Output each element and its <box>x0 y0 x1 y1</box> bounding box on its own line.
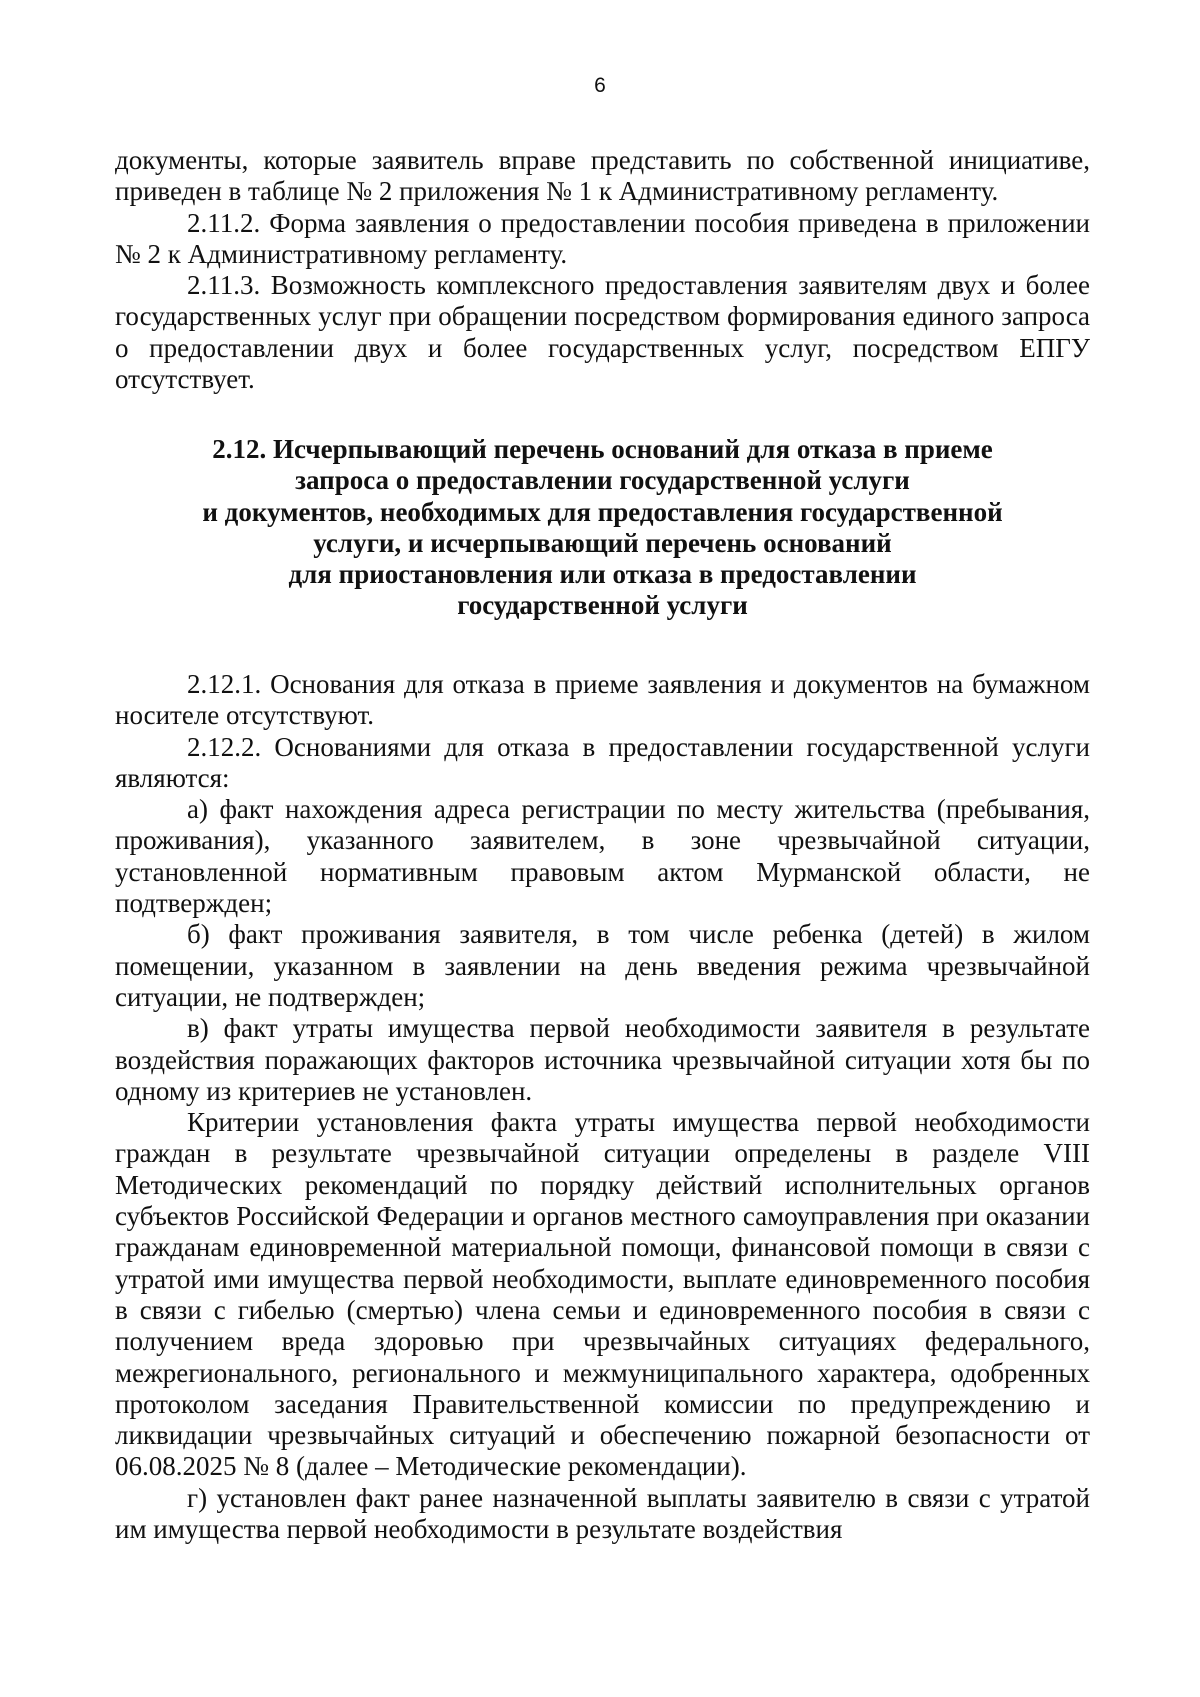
top-text-block <box>115 145 1090 395</box>
paragraph-2-12-1: 2.12.1. Основания для отказа в приеме заявления и документов на бумажном носителе отсутствуют. <box>115 669 1090 731</box>
heading-line: государственной услуги <box>457 590 748 621</box>
main-text-block <box>115 669 1090 1545</box>
paragraph-criteria: Критерии установления факта утраты имущества первой необходимости граждан в результате чрезвычайной ситуации определены в разделе VIII Методических рекомендаций по порядку действий исполнительных органов субъектов Российской Федерации и органов местного самоуправления при оказании гражданам единовременной материальной помощи, финансовой помощи в связи с утратой ими имущества первой необходимости, выплате единовременного пособия в связи с гибелью (смертью) члена семьи и единовременного пособия в связи с получением вреда здоровью при чрезвычайных ситуациях федерального, межрегионального, регионального и межмуниципального характера, одобренных протоколом заседания Правительственной комиссии по предупреждению и ликвидации чрезвычайных ситуаций и обеспечению пожарной безопасности от 06.08.2025 № 8 (далее – Методические рекомендации). <box>115 1107 1090 1482</box>
heading-line: запроса о предоставлении государственной услуги <box>295 465 910 496</box>
paragraph-2-11-2: 2.11.2. Форма заявления о предоставлении пособия приведена в приложении № 2 к Административному регламенту. <box>115 207 1090 269</box>
heading-line: и документов, необходимых для предоставления государственной <box>202 496 1003 527</box>
paragraph-2-12-2: 2.12.2. Основаниями для отказа в предоставлении государственной услуги являются: <box>115 731 1090 793</box>
heading-line: услуги, и исчерпывающий перечень оснований <box>313 527 892 558</box>
list-item-b: б) факт проживания заявителя, в том числе ребенка (детей) в жилом помещении, указанном в заявлении на день введения режима чрезвычайной ситуации, не подтвержден; <box>115 919 1090 1012</box>
paragraph-2-11-3: 2.11.3. Возможность комплексного предоставления заявителям двух и более государственных услуг при обращении посредством формирования единого запроса о предоставлении двух и более государственных услуг, посредством ЕПГУ отсутствует. <box>115 270 1090 395</box>
heading-line: 2.12. Исчерпывающий перечень оснований для отказа в приеме <box>212 434 993 464</box>
section-heading-2-12 <box>115 434 1090 622</box>
heading-line: для приостановления или отказа в предоставлении <box>288 559 917 590</box>
list-item-a: а) факт нахождения адреса регистрации по месту жительства (пребывания, проживания), указанного заявителем, в зоне чрезвычайной ситуации, установленной нормативным правовым актом Мурманской области, не подтвержден; <box>115 794 1090 919</box>
page-number: 6 <box>594 74 606 97</box>
list-item-g: г) установлен факт ранее назначенной выплаты заявителю в связи с утратой им имущества первой необходимости в результате воздействия <box>115 1482 1090 1545</box>
list-item-v: в) факт утраты имущества первой необходимости заявителя в результате воздействия поражающих факторов источника чрезвычайной ситуации хотя бы по одному из критериев не установлен. <box>115 1013 1090 1106</box>
paragraph-continuation: документы, которые заявитель вправе представить по собственной инициативе, приведен в таблице № 2 приложения № 1 к Административному регламенту. <box>115 145 1090 207</box>
